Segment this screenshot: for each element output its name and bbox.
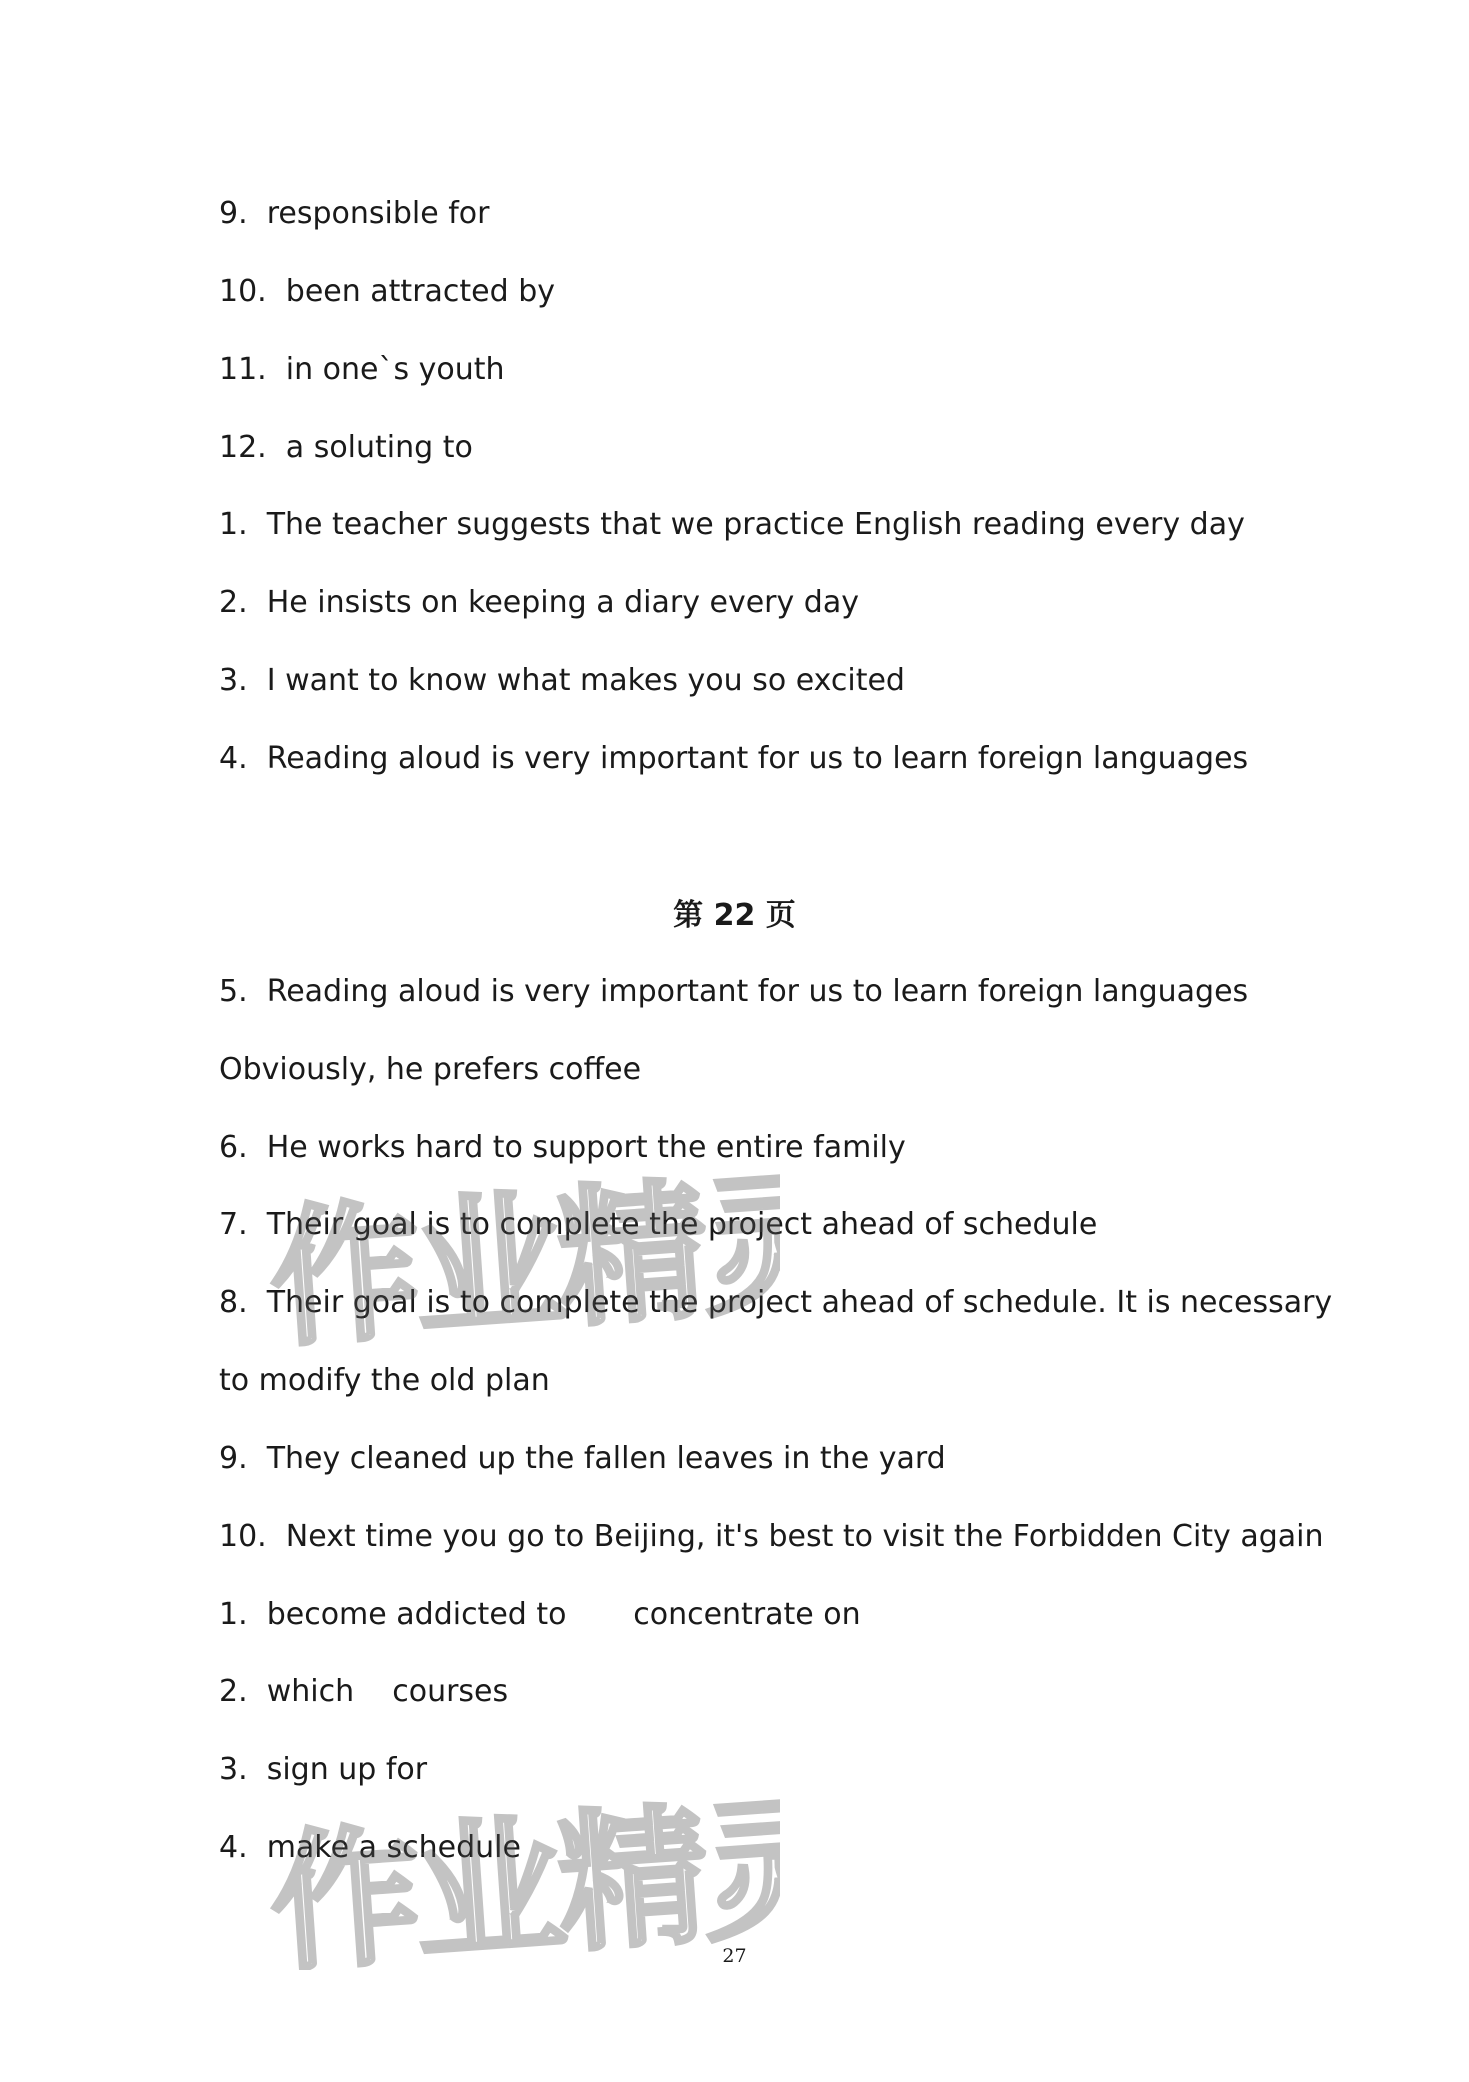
watermark-text: 作业精灵 — [265, 1790, 780, 1970]
answer-line: 9. responsible for — [219, 196, 490, 231]
answer-line: to modify the old plan — [219, 1363, 550, 1398]
answer-line: Obviously, he prefers coffee — [219, 1052, 642, 1087]
answer-line: 3. sign up for — [219, 1752, 428, 1787]
watermark-logo — [260, 1790, 780, 1970]
answer-line: 6. He works hard to support the entire family — [219, 1130, 906, 1165]
answer-line: 5. Reading aloud is very important for us to learn foreign languages — [219, 974, 1249, 1009]
answer-line: 8. Their goal is to complete the project ahead of schedule. It is necessary — [219, 1285, 1333, 1320]
answer-line: 1. The teacher suggests that we practice English reading every day — [219, 507, 1245, 542]
answer-line: 10. been attracted by — [219, 274, 556, 309]
watermark-text: 作业精灵 — [264, 1170, 780, 1350]
answer-line: 3. I want to know what makes you so excited — [219, 663, 905, 698]
answer-line: 4. make a schedule — [219, 1830, 521, 1865]
answer-line: 7. Their goal is to complete the project ahead of schedule — [219, 1207, 1098, 1242]
answer-line: 1. become addicted to concentrate on — [219, 1597, 861, 1632]
answer-line: 9. They cleaned up the fallen leaves in the yard — [219, 1441, 946, 1476]
page-number: 27 — [722, 1945, 747, 1967]
answer-line: 11. in one`s youth — [219, 352, 505, 387]
section-heading: 第 22 页 — [673, 898, 796, 933]
answer-line: 10. Next time you go to Beijing, it's best to visit the Forbidden City again — [219, 1519, 1324, 1554]
answer-line: 2. which courses — [219, 1674, 509, 1709]
watermark-logo — [260, 1170, 780, 1350]
answer-line: 12. a soluting to — [219, 430, 473, 465]
answer-line: 4. Reading aloud is very important for us to learn foreign languages — [219, 741, 1249, 776]
answer-line: 2. He insists on keeping a diary every day — [219, 585, 859, 620]
